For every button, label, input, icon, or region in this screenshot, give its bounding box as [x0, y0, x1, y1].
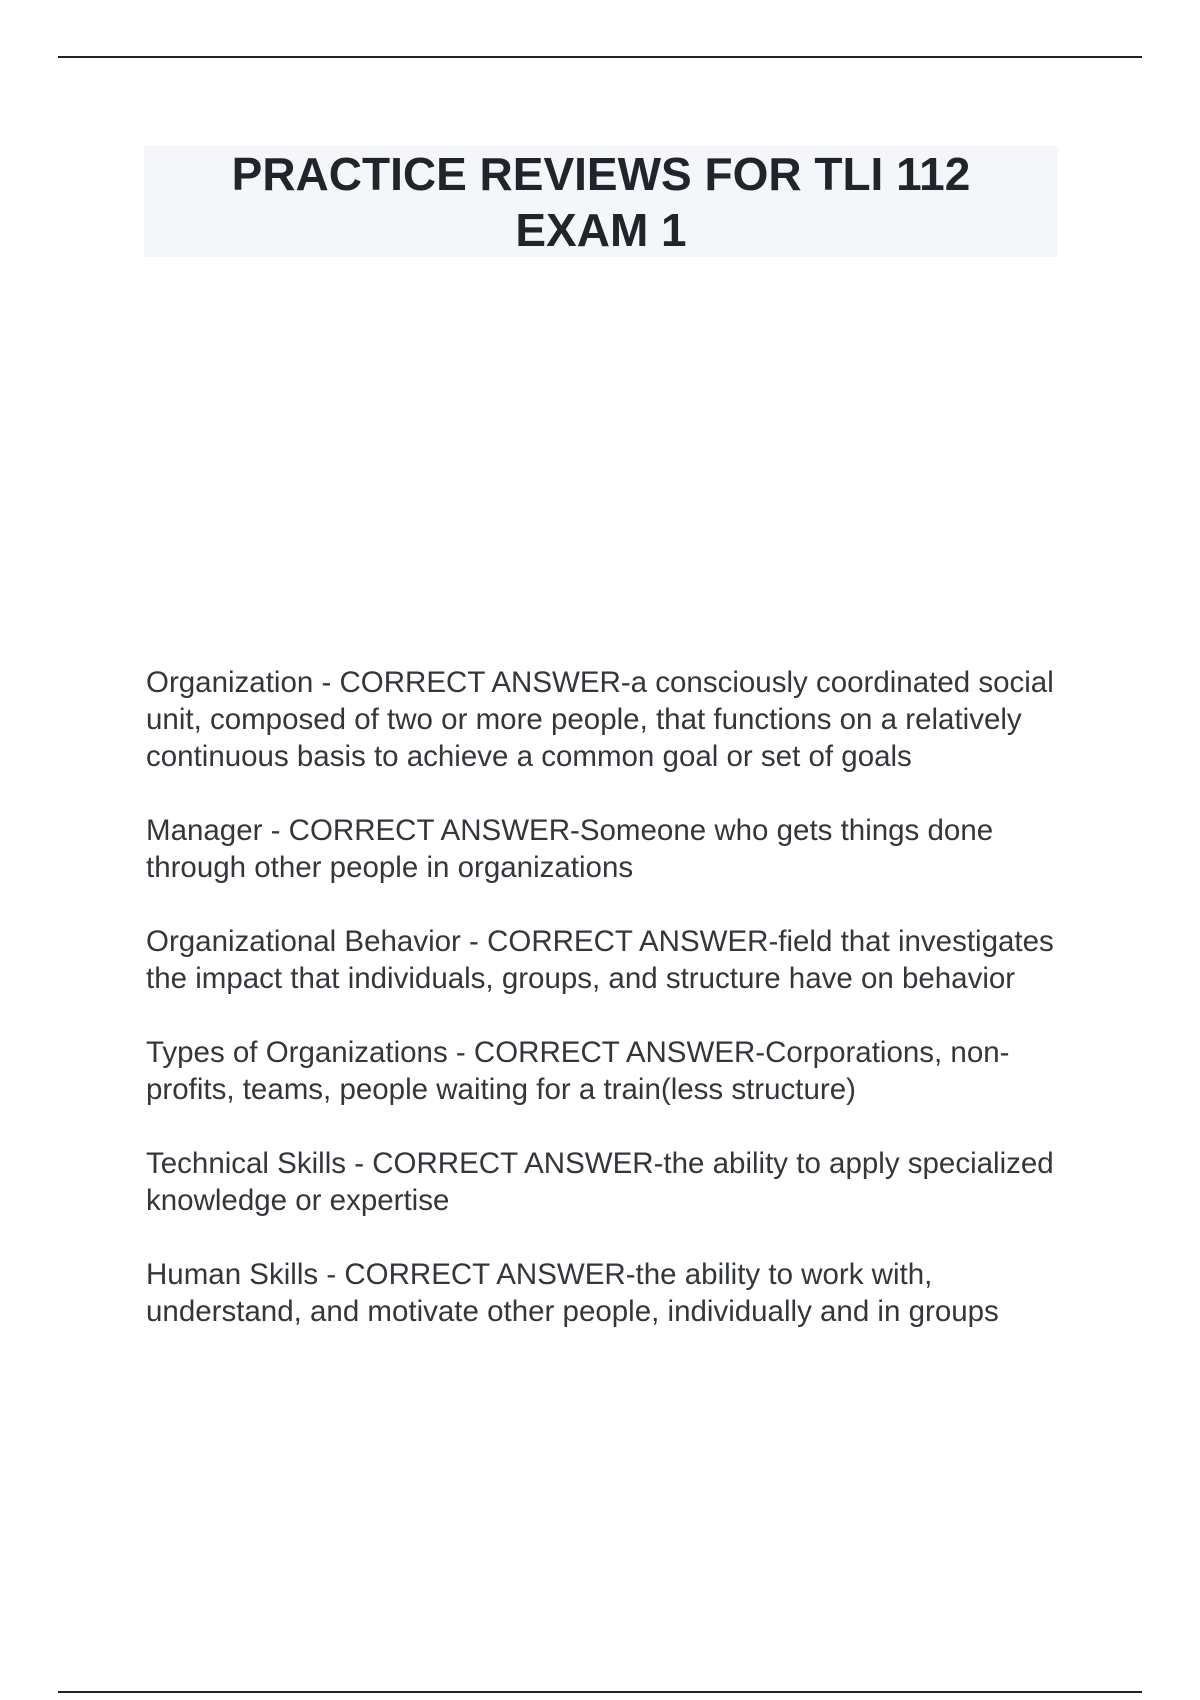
top-rule: [58, 56, 1142, 58]
flashcard-entry-manager: Manager - CORRECT ANSWER-Someone who gets things done through other people in organizations: [146, 814, 994, 884]
flashcard-entry-organization: Organization - CORRECT ANSWER-a consciously coordinated social unit, composed of two or more people, that functions on a relatively continuous basis to achieve a common goal or set of goals: [146, 666, 1054, 773]
title-banner: [144, 146, 1058, 257]
document-title: PRACTICE REVIEWS FOR TLI 112 EXAM 1: [231, 147, 971, 256]
flashcard-entry-human-skills: Human Skills - CORRECT ANSWER-the ability to work with, understand, and motivate other people, individually and in groups: [146, 1258, 999, 1328]
flashcard-entry-types-of-organizations: Types of Organizations - CORRECT ANSWER-Corporations, non-profits, teams, people waiting for a train(less structure): [146, 1036, 1010, 1106]
flashcard-list: [146, 664, 1066, 1367]
flashcard-entry-organizational-behavior: Organizational Behavior - CORRECT ANSWER-field that investigates the impact that individuals, groups, and structure have on behavior: [146, 925, 1054, 995]
flashcard-entry-technical-skills: Technical Skills - CORRECT ANSWER-the ability to apply specialized knowledge or expertise: [146, 1147, 1054, 1217]
bottom-rule: [58, 1691, 1142, 1693]
